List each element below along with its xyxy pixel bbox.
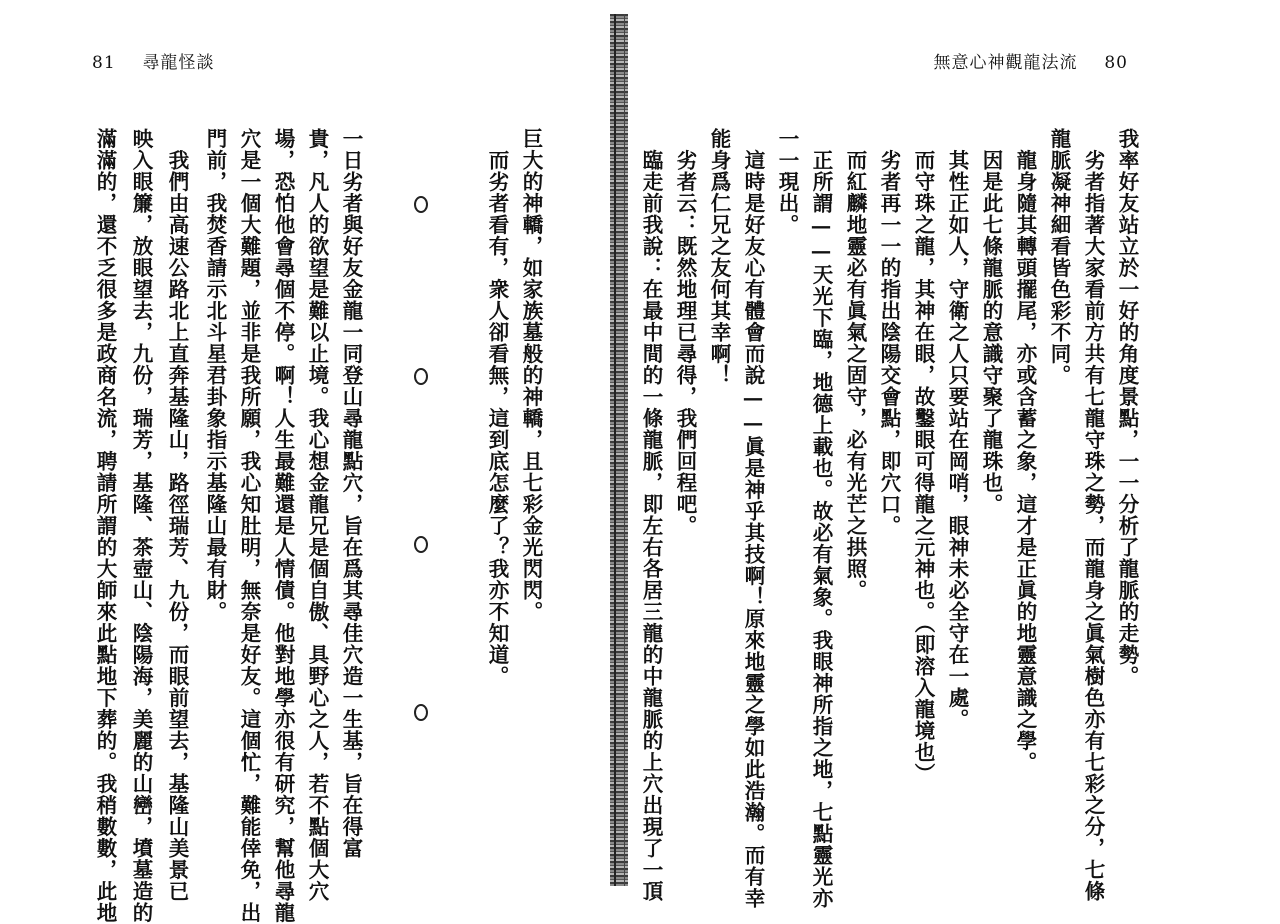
right-text-column-15: 臨走前我說：在最中間的一條龍脈，即左右各居三龍的中龍脈的上穴出現了一頂 — [639, 128, 663, 902]
right-text-column-17: 而劣者看有，衆人卻看無，這到底怎麼了？我亦不知道。 — [485, 128, 509, 687]
left-text-column-7: 映入眼簾，放眼望去，九份，瑞芳，基隆、茶壺山、陰陽海，美麗的山巒，墳墓造的 — [129, 128, 153, 924]
right-text-column-13: 能身爲仁兄之友何其幸啊！ — [707, 128, 731, 386]
right-text-column-8: 劣者再一一的指出陰陽交會點，即穴口。 — [877, 128, 901, 537]
left-running-title: 尋龍怪談 — [142, 53, 215, 73]
book-spine-gutter — [610, 14, 628, 886]
right-page-header — [934, 48, 1128, 73]
right-text-column-3: 龍脈凝神細看皆色彩不同。 — [1047, 128, 1071, 386]
right-text-column-5: 因是此七條龍脈的意識守聚了龍珠也。 — [979, 128, 1003, 515]
section-divider-circle-3 — [414, 536, 428, 553]
right-text-column-2: 劣者指著大家看前方共有七龍守珠之勢，而龍身之眞氣樹色亦有七彩之分，七條 — [1081, 128, 1105, 902]
right-running-title: 無意心神觀龍法流 — [933, 53, 1078, 73]
left-page-number: 81 — [92, 53, 116, 73]
left-text-column-8: 滿滿的，還不乏很多是政商名流，聘請所謂的大師來此點地下葬的。我稍數數，此地 — [93, 128, 117, 924]
left-text-column-4: 穴是一個大難題，並非是我所願，我心知肚明，無奈是好友。這個忙，難能倖免，出 — [237, 128, 261, 924]
section-divider-circle-1 — [414, 196, 428, 213]
right-page-number: 80 — [1104, 53, 1128, 73]
right-text-column-16: 巨大的神轎，如家族墓般的神轎，且七彩金光閃閃。 — [519, 128, 543, 623]
right-text-column-4: 龍身隨其轉頭擺尾，亦或含蓄之象，這才是正眞的地靈意識之學。 — [1013, 128, 1037, 773]
left-text-column-1: 一日劣者與好友金龍一同登山尋龍點穴，旨在爲其尋佳穴造一生基，旨在得富 — [339, 128, 363, 859]
section-divider-circle-2 — [414, 368, 428, 385]
right-text-column-11: 一一現出。 — [775, 128, 799, 236]
left-text-column-3: 場，恐怕他會尋個不停。啊！人生最難還是人情債。他對地學亦很有研究，幫他尋龍 — [271, 128, 295, 924]
right-text-column-14: 劣者云：既然地理已尋得，我們回程吧。 — [673, 128, 697, 537]
right-text-column-10: 正所謂——天光下臨，地德上載也。故必有氣象。我眼神所指之地，七點靈光亦 — [809, 128, 833, 909]
right-text-column-12: 這時是好友心有體會而說——眞是神乎其技啊！原來地靈之學如此浩瀚。而有幸 — [741, 128, 765, 909]
section-divider-circle-4 — [414, 704, 428, 721]
right-text-column-7: 而守珠之龍，其神在眼，故鑿眼可得龍之元神也。（即溶入龍境也） — [911, 128, 935, 785]
right-text-column-6: 其性正如人，守衛之人只要站在岡哨，眼神未必全守在一處。 — [945, 128, 969, 730]
left-text-column-6: 我們由高速公路北上直奔基隆山，路徑瑞芳、九份，而眼前望去，基隆山美景已 — [165, 128, 189, 902]
right-text-column-1: 我率好友站立於一好的角度景點，一一分析了龍脈的走勢。 — [1115, 128, 1139, 687]
right-page — [485, 0, 1280, 909]
left-page-header — [92, 48, 214, 73]
right-text-column-9: 而紅麟地靈必有眞氣之固守，必有光芒之拱照。 — [843, 128, 867, 601]
left-text-column-2: 貴，凡人的欲望是難以止境。我心想金龍兄是個自傲、具野心之人，若不點個大穴 — [305, 128, 329, 902]
left-text-column-5: 門前，我焚香請示北斗星君卦象指示基隆山最有財。 — [203, 128, 227, 623]
